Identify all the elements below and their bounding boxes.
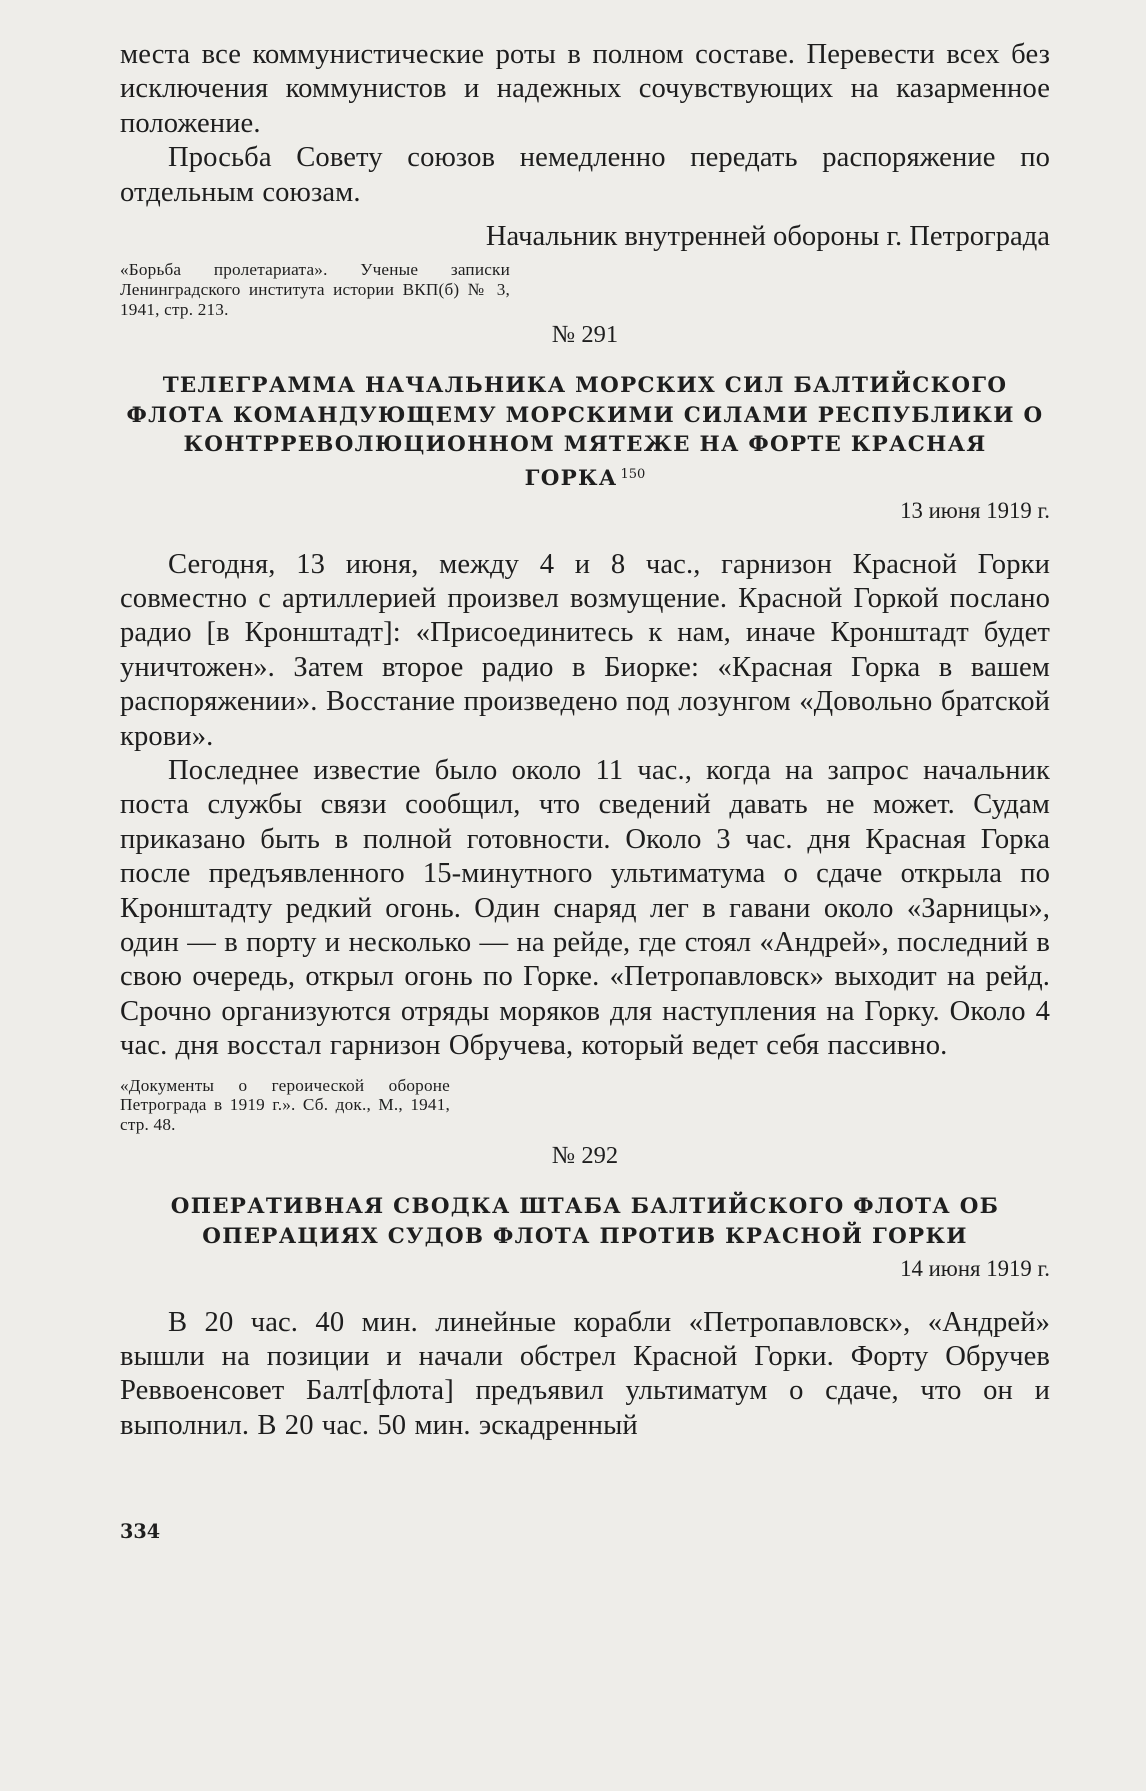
document-date: 13 июня 1919 г. — [900, 497, 1050, 523]
document-paragraph: Последнее известие было около 11 час., когда на запрос начальник поста службы связи сообщил, что сведений давать не может. Судам приказано быть в полной готовности. Около 3 час. дня Красная Горка после предъявленного 15-минутного ультиматума о сдаче открыла по Кронштадту редкий огонь. Один снаряд лег в гавани около «Зарницы», один — в порту и несколько — на рейде, где стоял «Андрей», последний в свою очередь, открыл огонь по Горке. «Петропавловск» выходит на рейд. Срочно организуются отряды моряков для наступления на Горку. Около 4 час. дня восстал гарнизон Обручева, который ведет себя пассивно. — [120, 755, 1050, 1062]
document-title — [120, 371, 1050, 493]
document-paragraph: В 20 час. 40 мин. линейные корабли «Петропавловск», «Андрей» вышли на позиции и начали обстрел Красной Горки. Форту Обручев Реввоенсовет Балт[флота] предъявил ультиматум о сдаче, что он и выполнил. В 20 час. 50 мин. эскадренный — [120, 1306, 1050, 1441]
source-citation: «Документы о героической обороне Петрограда в 1919 г.». Сб. док., М., 1941, стр. 48. — [120, 1075, 450, 1134]
footnote-reference: 150 — [620, 467, 646, 482]
document-number: № 291 — [551, 321, 619, 349]
document-paragraph: Сегодня, 13 июня, между 4 и 8 час., гарнизон Красной Горки совместно с артиллерией произвел возмущение. Красной Горкой послано радио [в Кронштадт]: «Присоединитесь к нам, иначе Кронштадт будет уничтожен». Затем второе радио в Биорке: «Красная Горка в вашем распоряжении». Восстание произведено под лозунгом «Довольно братской крови». — [120, 548, 1050, 752]
page-number: 334 — [120, 1520, 161, 1544]
document-number: № 292 — [551, 1142, 619, 1170]
continuation-paragraph: Просьба Совету союзов немедленно передать распоряжение по отдельным союзам. — [120, 142, 1050, 208]
document-date: 14 июня 1919 г. — [900, 1255, 1050, 1281]
source-citation: «Борьба пролетариата». Ученые записки Ленинградского института истории ВКП(б) № 3, 1941, стр. 213. — [120, 260, 510, 319]
continuation-paragraph: места все коммунистические роты в полном составе. Перевести всех без исключения коммунистов и надежных сочувствующих на казарменное положение. — [120, 39, 1050, 139]
document-title: ОПЕРАТИВНАЯ СВОДКА ШТАБА БАЛТИЙСКОГО ФЛОТА ОБ ОПЕРАЦИЯХ СУДОВ ФЛОТА ПРОТИВ КРАСНОЙ ГОРКИ — [170, 1194, 1000, 1250]
signature-line: Начальник внутренней обороны г. Петрограда — [485, 221, 1050, 253]
document-title-text: ТЕЛЕГРАММА НАЧАЛЬНИКА МОРСКИХ СИЛ БАЛТИЙСКОГО ФЛОТА КОМАНДУЮЩЕМУ МОРСКИМИ СИЛАМИ РЕСПУБЛИКИ О КОНТРРЕВОЛЮЦИОННОМ МЯТЕЖЕ НА ФОРТЕ КРАСНАЯ ГОРКА — [126, 373, 1044, 491]
